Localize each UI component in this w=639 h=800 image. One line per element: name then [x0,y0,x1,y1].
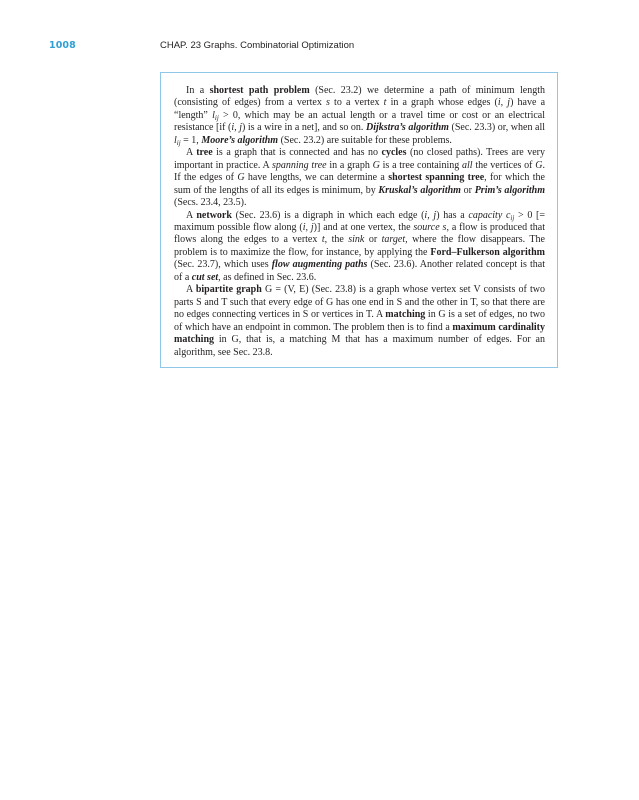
term-matching: matching [385,309,426,321]
math-var: l [174,134,177,146]
paragraph-network [174,210,545,285]
term-bipartite-graph: bipartite graph [195,284,262,296]
text: is a tree containing [379,159,462,171]
math-subscript: ij [176,138,181,147]
term-cycles: cycles [381,147,407,159]
term-tree: tree [196,147,213,159]
math-subscript: ij [214,113,219,122]
math-var: s [326,97,330,109]
text: , for which the sum of the lengths of all its edges is minimum, by [174,172,545,196]
math-var: l [212,109,215,121]
text: ) is a wire in a net], and so on. [241,122,366,134]
term-shortest-spanning-tree: shortest spanning tree [388,172,485,184]
text: > 0 [= maximum possible flow along ( [174,209,546,233]
math-var: i, j [302,221,314,233]
emphasis: all [462,159,473,171]
text: have lengths, we can determine a [244,172,389,184]
math-var: c [505,209,511,221]
text: the vertices of [472,159,536,171]
text: A [186,209,197,221]
term-target: target, [381,234,408,246]
text: or [364,234,382,246]
math-subscript: ij [510,213,515,222]
term-spanning-tree: spanning tree [271,159,327,171]
text: to a vertex [329,97,384,109]
page-header [0,40,639,54]
text: A [186,284,196,296]
text: , the [324,234,349,246]
math-var: G [535,159,543,171]
text: , as defined in Sec. 23.6. [218,271,317,283]
math-var: t [383,97,387,109]
term-sink: sink [348,234,365,246]
term-cut-set: cut set [191,271,219,283]
text: (no closed paths). Trees are very important in practice. A [174,147,546,171]
term-ford-fulkerson: Ford–Fulkerson algorithm [430,246,545,258]
text: G = (V, E) (Sec. 23.8) is a graph whose vertex set V consists of two parts S and T such that every edge of G has one end in S and the other in T, so that there are no edges connecting vertices in S or vertices in T. A [174,284,546,321]
math-var: G [237,172,245,184]
text: or [460,184,475,196]
text: > 0, which may be an actual length or a travel time or cost or an electrical resistance [if ( [174,109,546,134]
text: In a [186,85,210,96]
term-prim-algorithm: Prim’s algorithm [474,184,545,196]
term-capacity: capacity [468,209,503,221]
text: in G is a set of edges, no two of which have an endpoint in common. The problem then is to find a [174,309,545,333]
text: ) has a [436,209,469,221]
math-var: G [372,159,380,171]
term-kruskal-algorithm: Kruskal’s algorithm [378,184,461,196]
text: (Sec. 23.3) or, when all [448,122,546,134]
text: = 1, [180,134,202,146]
text: (Sec. 23.7), which uses [174,259,272,271]
chapter-summary-box [160,72,558,368]
paragraph-shortest-path [174,85,545,147]
text: in a graph [326,159,373,171]
text: (Sec. 23.2) are suitable for these problems. [278,134,452,146]
term-dijkstra-algorithm: Dijkstra’s algorithm [366,122,449,134]
text: is a graph that is connected and has no [212,147,382,159]
term-network: network [196,209,232,221]
text: (Sec. 23.6). Another related concept is that of a [174,259,545,283]
text: , a flow is produced that flows along the edges to a vertex [174,221,545,246]
term-flow-augmenting-paths: flow augmenting paths [271,259,368,271]
math-var: i, j [497,97,511,109]
term-source: source s [413,221,447,233]
paragraph-tree [174,147,545,209]
summary-text [174,85,545,359]
text: where the flow disappears. The problem is to maximize the flow, for instance, by applying the [174,234,545,258]
math-var: i, j [231,122,242,134]
running-head: CHAP. 23 Graphs. Combinatorial Optimization [160,40,355,51]
text: )] and at one vertex, the [313,221,414,233]
text: A [186,147,197,159]
math-var: t [321,234,325,246]
term-maximum-cardinality-matching: maximum cardinality matching [174,321,545,346]
term-shortest-path-problem: shortest path problem [209,85,310,96]
paragraph-bipartite [174,284,545,359]
text: ) have a “length” [174,97,546,121]
page-number: 1008 [49,40,76,51]
text: (Sec. 23.6) is a digraph in which each edge ( [231,209,425,221]
text: (Secs. 23.4, 23.5). [174,197,247,209]
term-moore-algorithm: Moore’s algorithm [201,134,279,146]
text: . If the edges of [174,159,545,184]
text: (Sec. 23.2) we determine a path of minimum length (consisting of edges) from a vertex [174,85,545,109]
math-var: i, j [424,209,437,221]
text: in a graph whose edges ( [386,97,498,109]
text: in G, that is, a matching M that has a maximum number of edges. For an algorithm, see Sec. 23.8. [174,334,545,358]
